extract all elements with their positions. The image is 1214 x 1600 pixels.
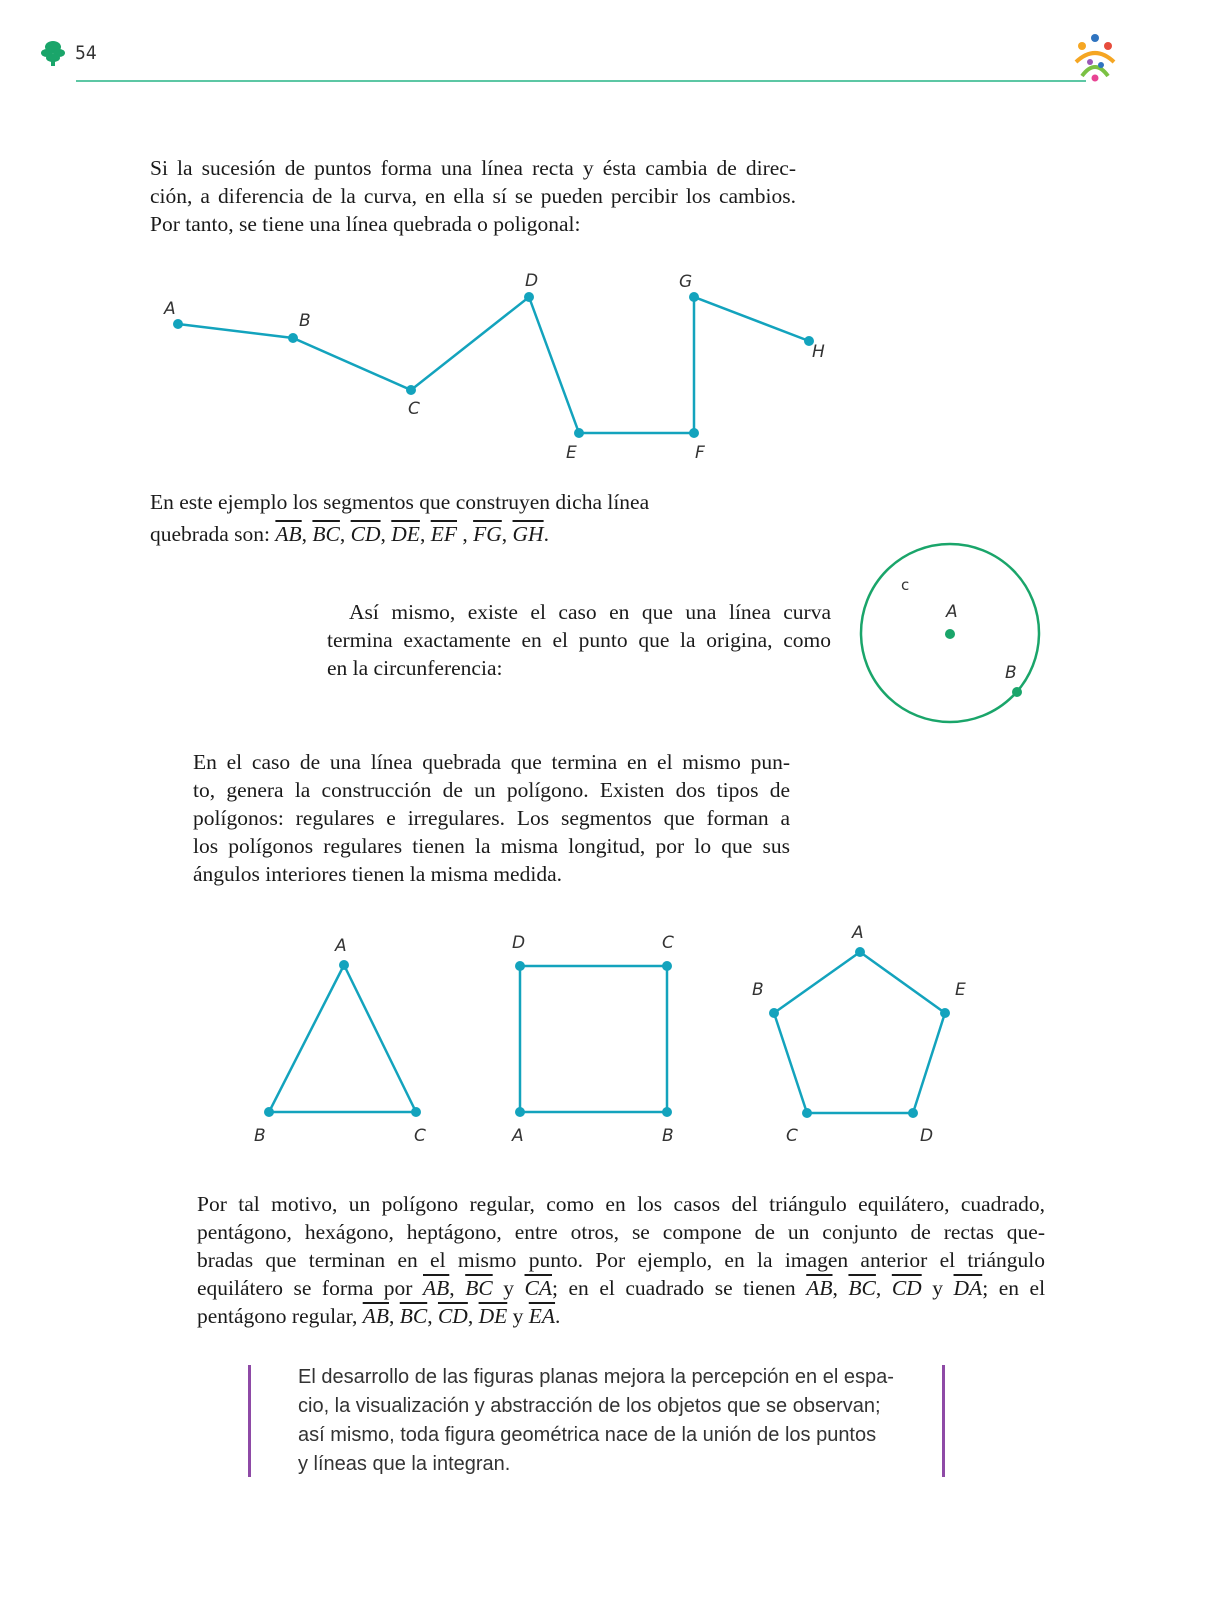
note-right-bar bbox=[942, 1365, 945, 1477]
note-box bbox=[298, 1363, 908, 1479]
square-vertex-d bbox=[515, 961, 525, 971]
label-d: D bbox=[525, 271, 539, 291]
segment-ef: $\overline{EF}$ bbox=[430, 522, 457, 546]
square-label-b: B bbox=[662, 1126, 674, 1146]
segments-lead: quebrada son: bbox=[150, 522, 276, 546]
closing-line: bradas que terminan en el mismo punto. Por ejemplo, en la imagen anterior el triángulo bbox=[197, 1248, 1045, 1272]
triangle bbox=[254, 936, 426, 1146]
polygon-paragraph bbox=[193, 748, 790, 888]
page-number: 54 bbox=[75, 42, 97, 64]
circle-line: termina exactamente en el punto que la origina, como bbox=[327, 628, 831, 652]
text-run: . bbox=[555, 1304, 561, 1328]
text-run: , bbox=[467, 1304, 479, 1328]
point-f bbox=[689, 428, 699, 438]
polyline-path bbox=[178, 297, 809, 433]
point-d bbox=[524, 292, 534, 302]
center-point bbox=[945, 629, 955, 639]
text-run: ; en el cuadrado se tienen bbox=[552, 1276, 807, 1300]
segment-de: $\overline{DE}$ bbox=[391, 522, 420, 546]
polygon-line: to, genera la construcción de un polígono. Existen dos tipos de bbox=[193, 778, 790, 802]
text-run: y bbox=[492, 1276, 525, 1300]
square-vertex-c bbox=[662, 961, 672, 971]
label-circle-b: B bbox=[1005, 663, 1017, 683]
pentagon-label-a: A bbox=[852, 923, 864, 943]
text-run: equilátero se forma por bbox=[197, 1276, 423, 1300]
circle-line: Así mismo, existe el caso en que una línea curva bbox=[349, 600, 831, 624]
text-run: pentágono regular, bbox=[197, 1304, 363, 1328]
polygon-line: polígonos: regulares e irregulares. Los segmentos que forman a bbox=[193, 806, 790, 830]
circle-line: en la circunferencia: bbox=[327, 656, 503, 680]
pentagon-vertex-b bbox=[769, 1008, 779, 1018]
square-label-a: A bbox=[512, 1126, 524, 1146]
segment-ab: $\overline{AB}$ bbox=[275, 522, 302, 546]
segment-ab: $\overline{AB}$ bbox=[423, 1276, 450, 1300]
polygon-line: ángulos interiores tienen la misma medida. bbox=[193, 862, 562, 886]
text-run: y bbox=[921, 1276, 954, 1300]
note-line: y líneas que la integran. bbox=[298, 1453, 511, 1475]
header-rule bbox=[76, 80, 1086, 82]
note-line: cio, la visualización y abstracción de los objetos que se observan; bbox=[298, 1395, 881, 1417]
segment-ca: $\overline{CA}$ bbox=[524, 1276, 552, 1300]
segments-line: quebrada son: $\overline{AB}$, $\overline{BC}$, $\overline{CD}$, $\overline{DE}$, $\overline{EF}$ , $\overline{FG}$, $\overline{GH}$. bbox=[150, 522, 549, 546]
triangle-label-b: B bbox=[254, 1126, 266, 1146]
point-a bbox=[173, 319, 183, 329]
closing-line bbox=[197, 1274, 1045, 1302]
pentagon-label-b: B bbox=[752, 980, 764, 1000]
segment-bc: $\overline{BC}$ bbox=[848, 1276, 876, 1300]
text-run: , bbox=[388, 1304, 400, 1328]
pentagon-vertex-a bbox=[855, 947, 865, 957]
point-g bbox=[689, 292, 699, 302]
pentagon-vertex-e bbox=[940, 1008, 950, 1018]
closing-line bbox=[197, 1302, 1045, 1330]
segment-bc: $\overline{BC}$ bbox=[312, 522, 340, 546]
segment-cd: $\overline{CD}$ bbox=[350, 522, 381, 546]
segment-bc: $\overline{BC}$ bbox=[399, 1304, 428, 1328]
segments-paragraph bbox=[150, 486, 710, 550]
square-label-c: C bbox=[662, 933, 674, 953]
pentagon-vertex-c bbox=[802, 1108, 812, 1118]
segment-ab: $\overline{AB}$ bbox=[362, 1304, 389, 1328]
text-run: y bbox=[507, 1304, 529, 1328]
label-center-a: A bbox=[946, 602, 958, 622]
square bbox=[511, 933, 674, 1146]
triangle-vertex-c bbox=[411, 1107, 421, 1117]
point-e bbox=[574, 428, 584, 438]
segments-line: En este ejemplo los segmentos que construyen dicha línea bbox=[150, 490, 650, 514]
closing-line: Por tal motivo, un polígono regular, como en los casos del triángulo equilátero, cuadrado, bbox=[197, 1192, 1045, 1216]
label-a: A bbox=[164, 299, 176, 319]
segment-da: $\overline{DA}$ bbox=[953, 1276, 983, 1300]
polygon-line: En el caso de una línea quebrada que termina en el mismo pun- bbox=[193, 750, 790, 774]
segment-de: $\overline{DE}$ bbox=[478, 1304, 508, 1328]
text-run: , bbox=[875, 1276, 892, 1300]
segment-cd: $\overline{CD}$ bbox=[437, 1304, 468, 1328]
circle-figure bbox=[850, 536, 1050, 732]
point-b bbox=[288, 333, 298, 343]
segment-gh: $\overline{GH}$ bbox=[512, 522, 544, 546]
polygons-figure bbox=[0, 920, 1214, 1150]
pentagon-label-d: D bbox=[920, 1126, 934, 1146]
intro-paragraph bbox=[150, 154, 796, 238]
pentagon bbox=[752, 923, 966, 1146]
text-run: , bbox=[449, 1276, 466, 1300]
square-label-d: D bbox=[512, 933, 526, 953]
triangle-vertex-a bbox=[339, 960, 349, 970]
tree-logo-icon bbox=[40, 38, 66, 68]
circle-paragraph bbox=[327, 598, 831, 682]
circle-point-b bbox=[1012, 687, 1022, 697]
label-f: F bbox=[695, 443, 705, 463]
square-vertex-a bbox=[515, 1107, 525, 1117]
pentagon-vertex-d bbox=[908, 1108, 918, 1118]
square-vertex-b bbox=[662, 1107, 672, 1117]
triangle-vertex-b bbox=[264, 1107, 274, 1117]
segment-ea: $\overline{EA}$ bbox=[528, 1304, 556, 1328]
label-e: E bbox=[566, 443, 577, 463]
segment-ab: $\overline{AB}$ bbox=[806, 1276, 833, 1300]
label-g: G bbox=[679, 272, 693, 292]
dancing-figures-logo-icon bbox=[1068, 32, 1122, 84]
label-h: H bbox=[812, 342, 825, 362]
text-run: , bbox=[427, 1304, 438, 1328]
intro-line: Si la sucesión de puntos forma una línea recta y ésta cambia de direc- bbox=[150, 156, 796, 180]
segment-bc: $\overline{BC}$ bbox=[465, 1276, 493, 1300]
pentagon-label-c: C bbox=[786, 1126, 798, 1146]
triangle-label-c: C bbox=[414, 1126, 426, 1146]
intro-line: Por tanto, se tiene una línea quebrada o poligonal: bbox=[150, 212, 581, 236]
label-circle-c: c bbox=[901, 576, 910, 594]
label-c: C bbox=[408, 399, 420, 419]
segment-cd: $\overline{CD}$ bbox=[891, 1276, 922, 1300]
point-c bbox=[406, 385, 416, 395]
intro-line: ción, a diferencia de la curva, en ella sí se pueden percibir los cambios. bbox=[150, 184, 796, 208]
note-line: El desarrollo de las figuras planas mejora la percepción en el espa- bbox=[298, 1366, 894, 1388]
polyline-figure bbox=[0, 260, 900, 470]
triangle-label-a: A bbox=[335, 936, 347, 956]
segment-fg: $\overline{FG}$ bbox=[473, 522, 502, 546]
label-b: B bbox=[299, 311, 311, 331]
note-line: así mismo, toda figura geométrica nace de la unión de los puntos bbox=[298, 1424, 877, 1446]
polygon-line: los polígonos regulares tienen la misma longitud, por lo que sus bbox=[193, 834, 790, 858]
closing-paragraph bbox=[197, 1190, 1045, 1330]
text-run: ; en el bbox=[982, 1276, 1046, 1300]
pentagon-label-e: E bbox=[955, 980, 966, 1000]
closing-line: pentágono, hexágono, heptágono, entre otros, se compone de un conjunto de rectas que- bbox=[197, 1220, 1045, 1244]
text-run: , bbox=[832, 1276, 849, 1300]
note-left-bar bbox=[248, 1365, 251, 1477]
